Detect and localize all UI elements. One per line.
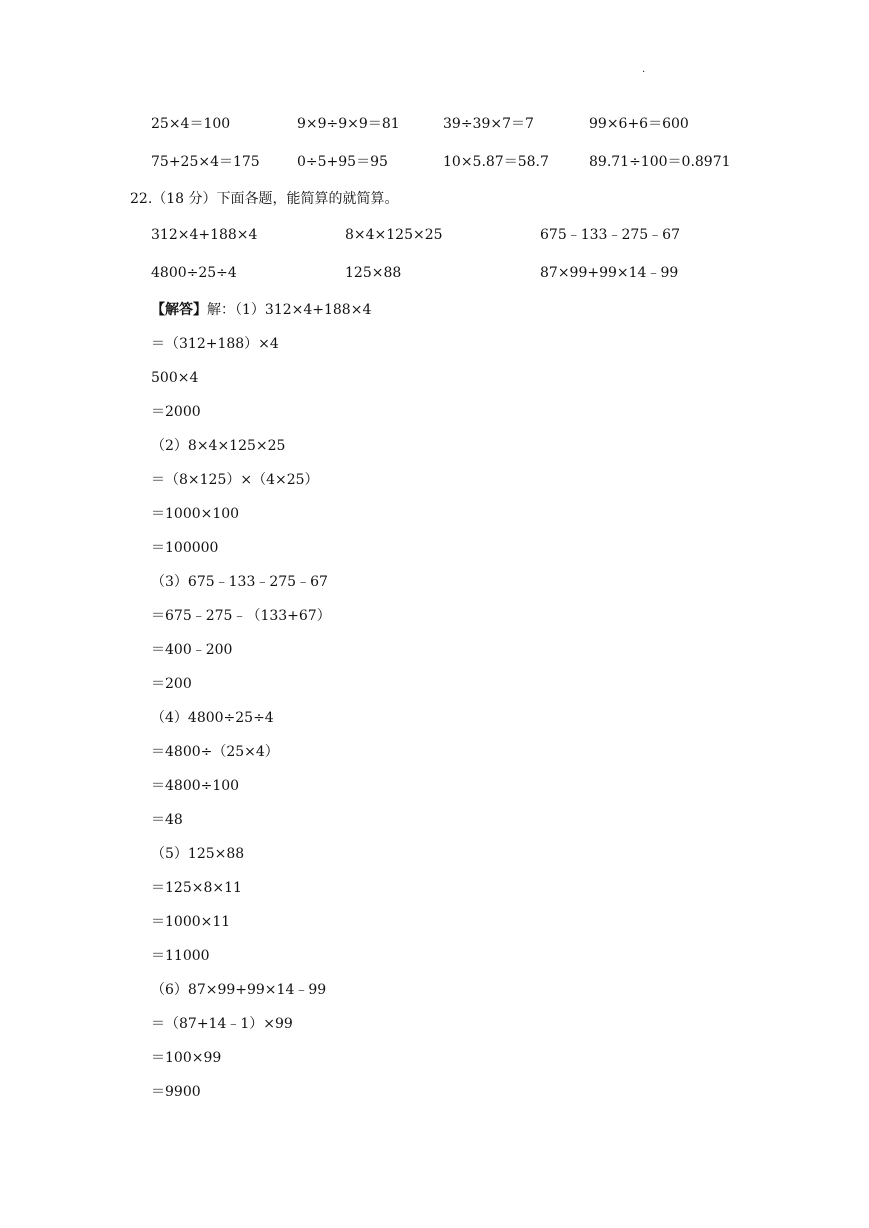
answer-step: ＝（87+14﹣1）×99 (151, 1016, 293, 1032)
answer-step: ＝（312+188）×4 (151, 336, 279, 352)
oral-calc-item: 0÷5+95＝95 (297, 154, 388, 170)
answer-step: ＝1000×11 (151, 914, 231, 930)
answer-step: ＝9900 (151, 1084, 201, 1100)
answer-step: ＝4800÷100 (151, 778, 240, 794)
problem-item: 4800÷25÷4 (151, 265, 237, 281)
question-heading (130, 189, 399, 209)
answer-step: ＝4800÷（25×4） (151, 744, 279, 760)
oral-calc-item: 99×6+6＝600 (589, 116, 689, 132)
oral-calc-row-2 (0, 152, 869, 172)
problem-row-2 (0, 263, 869, 283)
answer-step: ＝100000 (151, 540, 219, 556)
oral-calc-item: 39÷39×7＝7 (443, 116, 534, 132)
page-marker: . (642, 64, 646, 75)
problem-item: 8×4×125×25 (345, 227, 443, 243)
oral-calc-row-1 (0, 114, 869, 134)
oral-calc-item: 10×5.87＝58.7 (443, 154, 549, 170)
answer-step: ＝400﹣200 (151, 642, 233, 658)
question-text: 下面各题，能简算的就简算。 (216, 191, 399, 207)
problem-row-1 (0, 225, 869, 245)
answer-step: （4）4800÷25÷4 (151, 710, 274, 726)
answer-step: ＝125×8×11 (151, 880, 242, 896)
answer-intro (151, 300, 371, 334)
answer-step: （6）87×99+99×14﹣99 (151, 982, 327, 998)
answer-intro-text: 解：（1）312×4+188×4 (207, 302, 372, 318)
problem-item: 87×99+99×14﹣99 (540, 265, 679, 281)
problem-item: 125×88 (345, 265, 402, 281)
answer-step: 500×4 (151, 370, 199, 386)
oral-calc-item: 89.71÷100＝0.8971 (589, 154, 731, 170)
answer-step: ＝100×99 (151, 1050, 222, 1066)
answer-step: ＝200 (151, 676, 192, 692)
answer-step: ＝675﹣275﹣（133+67） (151, 608, 331, 624)
answer-step: （5）125×88 (151, 846, 245, 862)
problem-item: 675﹣133﹣275﹣67 (540, 227, 680, 243)
answer-step: ＝48 (151, 812, 183, 828)
oral-calc-item: 25×4＝100 (151, 116, 231, 132)
question-number: 22. (130, 191, 153, 207)
oral-calc-item: 75+25×4＝175 (151, 154, 260, 170)
answer-step: ＝2000 (151, 404, 201, 420)
answer-tag: 【解答】 (151, 302, 207, 318)
oral-calc-item: 9×9÷9×9＝81 (297, 116, 400, 132)
answer-step: ＝11000 (151, 948, 210, 964)
answer-step: ＝1000×100 (151, 506, 240, 522)
problem-item: 312×4+188×4 (151, 227, 258, 243)
answer-step: ＝（8×125）×（4×25） (151, 472, 319, 488)
answer-step: （3）675﹣133﹣275﹣67 (151, 574, 328, 590)
answer-steps (151, 300, 371, 1116)
answer-step: （2）8×4×125×25 (151, 438, 286, 454)
question-score: （18 分） (152, 191, 217, 207)
